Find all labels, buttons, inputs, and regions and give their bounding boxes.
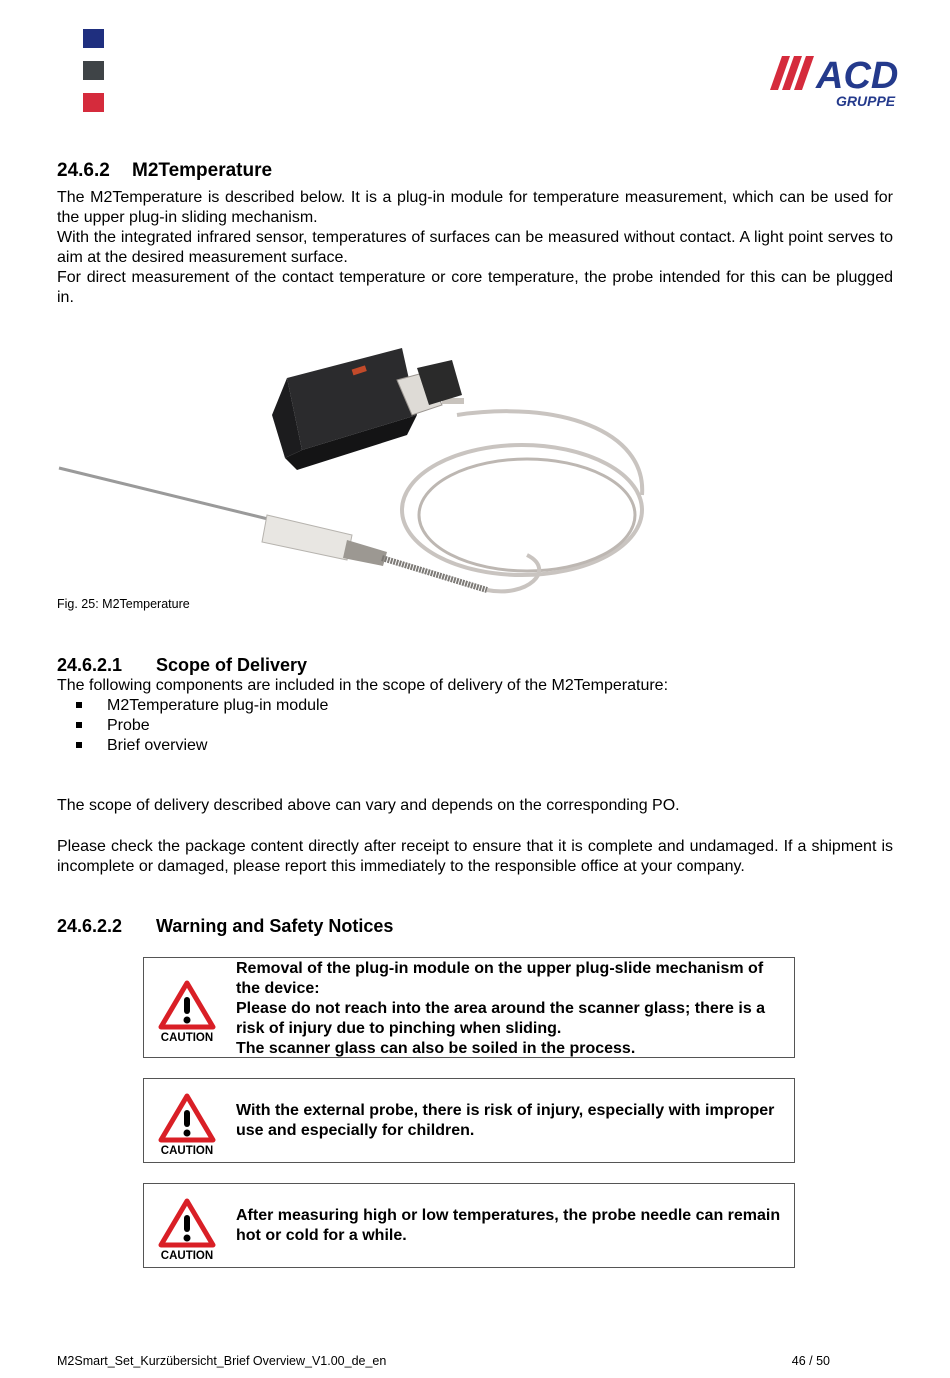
scope-note-1: The scope of delivery described above can vary and depends on the corresponding PO. — [57, 797, 680, 814]
warning-triangle-icon — [158, 980, 216, 1030]
warning-triangle-icon — [158, 1198, 216, 1248]
m2temperature-photo — [57, 320, 657, 600]
caution-sign — [156, 1093, 218, 1157]
footer-page-number: 46 / 50 — [791, 1354, 830, 1368]
svg-text:GRUPPE: GRUPPE — [836, 93, 896, 109]
warning-triangle-icon — [158, 1093, 216, 1143]
caution-box-1 — [143, 957, 795, 1058]
scope-list — [57, 696, 328, 756]
caution-text-3: After measuring high or low temperatures, the probe needle can remain hot or cold for a while. — [236, 1207, 781, 1244]
section-title: M2Temperature — [132, 160, 273, 181]
caution-sign — [156, 1198, 218, 1262]
header-square-blue — [83, 29, 104, 48]
warnings-heading — [57, 916, 393, 937]
intro-paragraph-3: For direct measurement of the contact temperature or core temperature, the probe intended for this can be plugged in. — [57, 269, 893, 306]
caution-label: CAUTION — [160, 1250, 214, 1262]
figure-caption: Fig. 25: M2Temperature — [57, 597, 190, 611]
svg-text:ACD: ACD — [816, 55, 899, 97]
section-heading — [57, 160, 272, 182]
list-item: Probe — [57, 716, 328, 736]
scope-number: 24.6.2.1 — [57, 655, 123, 675]
warnings-title: Warning and Safety Notices — [156, 916, 394, 936]
scope-title: Scope of Delivery — [156, 655, 308, 675]
list-item: Brief overview — [57, 736, 328, 756]
intro-paragraph-1: The M2Temperature is described below. It is a plug-in module for temperature measurement, which can be used for the upper plug-in sliding mechanism. — [57, 189, 893, 226]
caution-box-2 — [143, 1078, 795, 1163]
acd-logo — [768, 48, 920, 110]
scope-note-2: Please check the package content directly after receipt to ensure that it is complete and undamaged. If a shipment is incomplete or damaged, please report this immediately to the responsible office at your company. — [57, 838, 893, 875]
caution-sign — [156, 980, 218, 1044]
header-square-red — [83, 93, 104, 112]
list-item: M2Temperature plug-in module — [57, 696, 328, 716]
caution-text-1: Removal of the plug-in module on the upper plug-slide mechanism of the device: Please do not reach into the area around the scanner glass; there is a risk of injury due to pinching when sliding. The scanner glass can also be soiled in the process. — [236, 960, 766, 1057]
caution-text-2: With the external probe, there is risk of injury, especially with improper use and especially for children. — [236, 1102, 775, 1139]
caution-box-3 — [143, 1183, 795, 1268]
section-number: 24.6.2 — [57, 160, 110, 181]
scope-heading — [57, 655, 307, 676]
header-square-gray — [83, 61, 104, 80]
scope-intro: The following components are included in the scope of delivery of the M2Temperature: — [57, 677, 669, 694]
warnings-number: 24.6.2.2 — [57, 916, 123, 936]
footer-doc-name: M2Smart_Set_Kurzübersicht_Brief Overview_V1.00_de_en — [57, 1354, 387, 1368]
intro-paragraph-2: With the integrated infrared sensor, temperatures of surfaces can be measured without contact. A light point serves to aim at the desired measurement surface. — [57, 229, 893, 266]
caution-label: CAUTION — [160, 1032, 214, 1044]
caution-label: CAUTION — [160, 1145, 214, 1157]
